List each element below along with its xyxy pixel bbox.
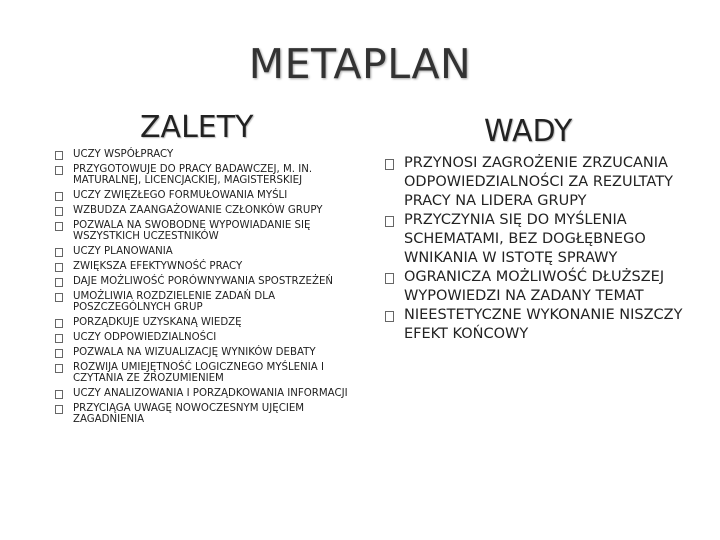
list-item	[55, 164, 355, 186]
square-bullet-icon	[55, 364, 63, 373]
list-item	[55, 220, 355, 242]
list-item-text: NIEESTETYCZNE WYKONANIE NISZCZY EFEKT KOŃCOWY	[404, 307, 683, 342]
square-bullet-icon	[55, 390, 63, 399]
list-item	[55, 317, 355, 328]
list-item-text: UCZY ANALIZOWANIA I PORZĄDKOWANIA INFORMACJI	[73, 388, 348, 399]
square-bullet-icon	[55, 349, 63, 358]
list-item-text: WZBUDZA ZAANGAŻOWANIE CZŁONKÓW GRUPY	[73, 205, 323, 216]
advantages-list	[55, 149, 355, 429]
list-item	[55, 276, 355, 287]
list-item-text: UCZY ODPOWIEDZIALNOŚCI	[73, 332, 217, 343]
list-item-text: POZWALA NA SWOBODNE WYPOWIADANIE SIĘ WSZYSTKICH UCZESTNIKÓW	[73, 220, 311, 242]
list-item	[55, 291, 355, 313]
square-bullet-icon	[55, 319, 63, 328]
list-item-text: PRZYGOTOWUJE DO PRACY BADAWCZEJ, M. IN. MATURALNEJ, LICENCJACKIEJ, MAGISTERSKIEJ	[73, 164, 313, 186]
square-bullet-icon	[55, 207, 63, 216]
list-item	[55, 190, 355, 201]
disadvantages-list	[385, 154, 685, 344]
advantages-heading: ZALETY	[140, 110, 254, 145]
square-bullet-icon	[385, 159, 394, 170]
slide-title: METAPLAN	[248, 40, 472, 88]
list-item	[55, 403, 355, 425]
list-item-text: UMOŻLIWIA ROZDZIELENIE ZADAŃ DLA POSZCZEGÓLNYCH GRUP	[73, 291, 276, 313]
square-bullet-icon	[55, 405, 63, 414]
list-item-text: PRZYCZYNIA SIĘ DO MYŚLENIA SCHEMATAMI, BEZ DOGŁĘBNEGO WNIKANIA W ISTOTĘ SPRAWY	[404, 212, 646, 266]
list-item-text: POZWALA NA WIZUALIZACJĘ WYNIKÓW DEBATY	[73, 347, 316, 358]
square-bullet-icon	[385, 273, 394, 284]
square-bullet-icon	[55, 263, 63, 272]
square-bullet-icon	[55, 192, 63, 201]
list-item	[55, 332, 355, 343]
list-item	[385, 211, 685, 268]
square-bullet-icon	[385, 216, 394, 227]
list-item	[55, 388, 355, 399]
square-bullet-icon	[55, 151, 63, 160]
list-item-text: PRZYNOSI ZAGROŻENIE ZRZUCANIA ODPOWIEDZIALNOŚCI ZA REZULTATY PRACY NA LIDERA GRUPY	[404, 155, 673, 209]
square-bullet-icon	[55, 293, 63, 302]
list-item-text: UCZY PLANOWANIA	[73, 246, 173, 257]
list-item-text: ROZWIJA UMIEJĘTNOŚĆ LOGICZNEGO MYŚLENIA I CZYTANIA ZE ZROZUMIENIEM	[73, 362, 324, 384]
list-item-text: DAJE MOŻLIWOŚĆ PORÓWNYWANIA SPOSTRZEŻEŃ	[73, 276, 334, 287]
list-item	[55, 261, 355, 272]
list-item	[55, 246, 355, 257]
square-bullet-icon	[55, 222, 63, 231]
list-item	[55, 362, 355, 384]
list-item-text: UCZY ZWIĘZŁEGO FORMUŁOWANIA MYŚLI	[73, 190, 288, 201]
list-item-text: ZWIĘKSZA EFEKTYWNOŚĆ PRACY	[73, 261, 243, 272]
list-item	[385, 154, 685, 211]
square-bullet-icon	[55, 334, 63, 343]
list-item	[385, 268, 685, 306]
square-bullet-icon	[55, 278, 63, 287]
list-item	[385, 306, 685, 344]
list-item-text: PRZYCIĄGA UWAGĘ NOWOCZESNYM UJĘCIEM ZAGADNIENIA	[73, 403, 305, 425]
list-item-text: OGRANICZA MOŻLIWOŚĆ DŁUŻSZEJ WYPOWIEDZI NA ZADANY TEMAT	[404, 269, 665, 304]
square-bullet-icon	[55, 166, 63, 175]
square-bullet-icon	[55, 248, 63, 257]
list-item	[55, 347, 355, 358]
list-item-text: UCZY WSPÓŁPRACY	[73, 149, 174, 160]
list-item-text: PORZĄDKUJE UZYSKANĄ WIEDZĘ	[73, 317, 242, 328]
square-bullet-icon	[385, 311, 394, 322]
list-item	[55, 149, 355, 160]
list-item	[55, 205, 355, 216]
disadvantages-heading: WADY	[484, 114, 573, 149]
